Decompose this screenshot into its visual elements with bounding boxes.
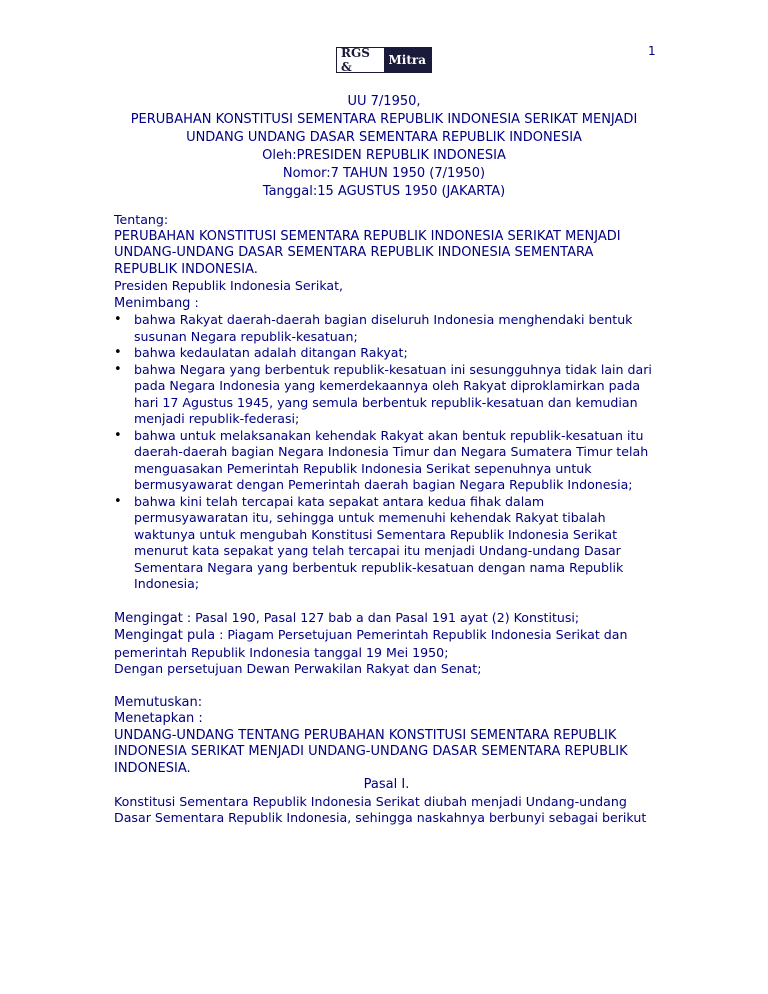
menimbang-label: Menimbang [114, 295, 191, 311]
bullet-icon: • [114, 427, 122, 443]
document-body [114, 212, 659, 827]
title-line: UU 7/1950, [347, 94, 421, 109]
mengingat-pula-label: Mengingat pula [114, 628, 216, 643]
logo-right-text: Mitra [384, 48, 431, 72]
list-item-text: bahwa Negara yang berbentuk republik-kesatuan ini sesungguhnya tidak lain dari pada Negara Indonesia yang kemerdekaannya oleh Rakyat diproklamirkan pada hari 17 Agustus 1945, yang semula berbentuk republik-kesatuan dan kemudian menjadi republik-federasi; [134, 361, 652, 426]
mengingat-label: Mengingat [114, 610, 183, 626]
list-item-text: bahwa untuk melaksanakan kehendak Rakyat akan bentuk republik-kesatuan itu daerah-daerah bagian Negara Indonesia Timur dan Negara Sumatera Timur telah menguasakan Pemerintah Republik Indonesia Serikat sepenuhnya untuk bermusyawarat dengan Pemerintah daerah bagian Negara Republik Indonesia; [134, 427, 649, 492]
mengingat-pula-line [114, 627, 659, 661]
bullet-icon: • [114, 312, 122, 327]
spacer [114, 678, 659, 695]
title-line: UNDANG UNDANG DASAR SEMENTARA REPUBLIK INDONESIA [186, 130, 582, 145]
mengingat-pula-text: : Piagam Persetujuan Pemerintah Republik Indonesia Serikat dan pemerintah Republik Indonesia tanggal 19 Mei 1950; [114, 627, 628, 660]
title-line: Tanggal:15 AGUSTUS 1950 (JAKARTA) [262, 184, 506, 199]
menimbang-line [114, 295, 659, 313]
list-item-text: bahwa kini telah tercapai kata sepakat antara kedua fihak dalam permusyawaratan itu, sehingga untuk memenuhi kehendak Rakyat tibalah waktunya untuk mengubah Konstitusi Sementara Republik Indonesia Serikat menurut kata sepakat yang telah tercapai itu menjadi Undang-undang Dasar Sementara Negara yang berbentuk republik-kesatuan dengan nama Republik Indonesia; [134, 493, 624, 591]
title-line: PERUBAHAN KONSTITUSI SEMENTARA REPUBLIK INDONESIA SERIKAT MENJADI [130, 112, 638, 127]
spacer [114, 593, 659, 610]
list-item [114, 312, 659, 345]
list-item [114, 428, 659, 494]
menimbang-list [114, 312, 659, 593]
page-number: 1 [648, 44, 656, 58]
menetapkan-label: Menetapkan : [114, 711, 203, 726]
list-item-text: bahwa Rakyat daerah-daerah bagian diseluruh Indonesia menghendaki bentuk susunan Negara republik-kesatuan; [134, 312, 633, 344]
list-item-text: bahwa kedaulatan adalah ditangan Rakyat; [134, 345, 408, 360]
list-item [114, 494, 659, 593]
tentang-label: Tentang: [114, 212, 169, 227]
presiden-line: Presiden Republik Indonesia Serikat, [114, 278, 344, 293]
mengingat-text: : Pasal 190, Pasal 127 bab a dan Pasal 191 ayat (2) Konstitusi; [182, 609, 580, 625]
bullet-icon: • [114, 493, 122, 509]
title-line: Nomor:7 TAHUN 1950 (7/1950) [282, 166, 486, 181]
mengingat-line [114, 610, 659, 628]
memutuskan-label: Memutuskan: [114, 694, 203, 710]
bullet-icon: • [114, 345, 122, 360]
menimbang-separator: : [190, 294, 199, 310]
pasal-text: Konstitusi Sementara Republik Indonesia Serikat diubah menjadi Undang-undang Dasar Sementara Republik Indonesia, sehingga naskahnya berbunyi sebagai berikut [114, 793, 647, 825]
list-item [114, 362, 659, 428]
title-line: Oleh:PRESIDEN REPUBLIK INDONESIA [262, 148, 506, 163]
logo-left-text: RGS & [337, 48, 384, 72]
document-title [112, 93, 656, 201]
persetujuan-line: Dengan persetujuan Dewan Perwakilan Rakyat dan Senat; [114, 661, 482, 676]
rgs-mitra-logo [336, 47, 432, 73]
pasal-title: Pasal I. [363, 777, 410, 792]
list-item [114, 345, 659, 362]
tentang-text: PERUBAHAN KONSTITUSI SEMENTARA REPUBLIK INDONESIA SERIKAT MENJADI UNDANG-UNDANG DASAR SEMENTARA REPUBLIK INDONESIA SEMENTARA REPUBLIK INDONESIA. [114, 228, 621, 277]
undang-undang-title: UNDANG-UNDANG TENTANG PERUBAHAN KONSTITUSI SEMENTARA REPUBLIK INDONESIA SERIKAT MENJADI UNDANG-UNDANG DASAR SEMENTARA REPUBLIK INDONESIA. [114, 727, 628, 776]
bullet-icon: • [114, 361, 122, 377]
